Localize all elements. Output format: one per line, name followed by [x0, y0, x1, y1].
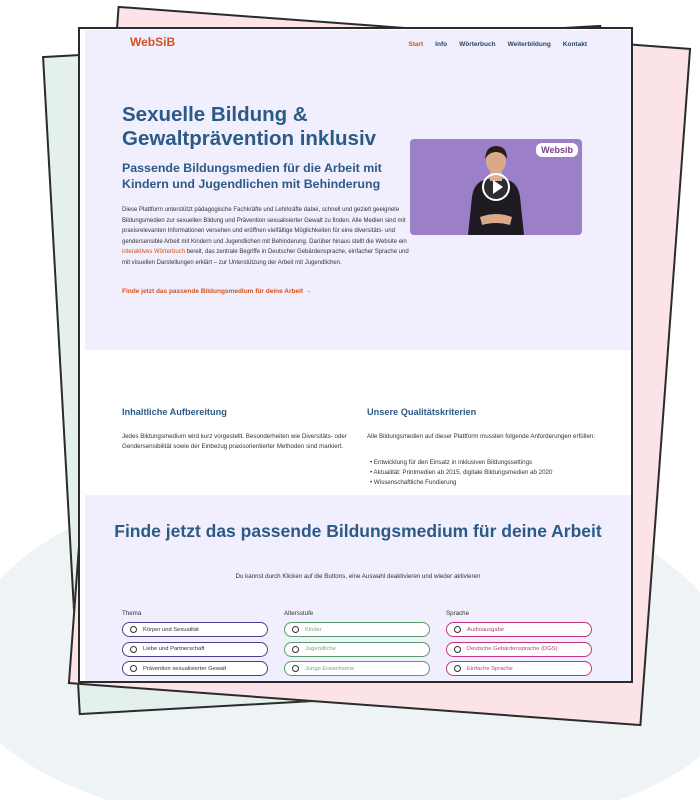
- finder-hint: Du kannst durch Klicken auf die Buttons, eine Auswahl deaktivieren und wieder aktivieren: [235, 573, 481, 580]
- finder-section: [85, 495, 631, 682]
- hero-cta-label: Finde jetzt das passende Bildungsmedium für deine Arbeit: [122, 288, 304, 295]
- filter-chip[interactable]: [284, 661, 430, 676]
- site-logo[interactable]: WebSiB: [130, 35, 176, 49]
- hero-description: [122, 205, 415, 269]
- hero-cta-link[interactable]: [122, 288, 311, 295]
- nav-item-weiterbildung[interactable]: Weiterbildung: [507, 41, 551, 48]
- radio-icon: [292, 665, 299, 672]
- dictionary-link[interactable]: interaktives Wörterbuch: [122, 249, 186, 256]
- arrow-right-icon: →: [304, 288, 312, 295]
- radio-icon: [130, 646, 137, 653]
- filter-label: Thema: [122, 610, 142, 617]
- list-item: • Entwicklung für den Einsatz in inklusiven Bildungssettings: [370, 458, 610, 468]
- filter-chip-label: Liebe und Partnerschaft: [143, 646, 205, 652]
- content-text: Jedes Bildungsmedium wird kurz vorgestellt. Besonderheiten wie Diversitäts- oder Gendersensibilität sowie der Einbezug praxisorientierter Methoden sind markiert.: [122, 433, 347, 450]
- criteria-heading: Unsere Qualitätskriterien: [367, 407, 477, 417]
- criteria-intro: Alle Bildungsmedien auf dieser Plattform mussten folgende Anforderungen erfüllen:: [367, 433, 596, 440]
- nav-item-info[interactable]: Info: [435, 41, 448, 48]
- filter-chip[interactable]: [284, 642, 430, 657]
- website-page: [85, 30, 631, 682]
- radio-icon: [292, 646, 299, 653]
- filter-chip-label: Einfache Sprache: [467, 665, 513, 672]
- radio-icon: [454, 665, 461, 672]
- list-item: • Wissenschaftliche Fundierung: [370, 478, 610, 488]
- nav-item-kontakt[interactable]: Kontakt: [562, 41, 587, 48]
- hero-title: Sexuelle Bildung & Gewaltprävention inklusiv: [122, 103, 377, 150]
- filter-column-altersstufe: [284, 610, 430, 681]
- filter-chip[interactable]: [446, 661, 592, 676]
- filter-chip-label: Prävention sexualisierter Gewalt: [143, 665, 227, 672]
- intro-video[interactable]: [410, 139, 582, 235]
- radio-icon: [130, 626, 137, 633]
- filter-chip-label: Deutsche Gebärdensprache (DGS): [467, 646, 558, 652]
- radio-icon: [454, 626, 461, 633]
- radio-icon: [454, 646, 461, 653]
- nav-item-woerterbuch[interactable]: Wörterbuch: [459, 41, 496, 48]
- radio-icon: [130, 665, 137, 672]
- list-item: • Aktualität: Printmedien ab 2015, digitale Bildungsmedien ab 2020: [370, 468, 610, 478]
- video-badge: Websib: [536, 143, 578, 157]
- hero-subtitle: Passende Bildungsmedien für die Arbeit mit Kindern und Jugendlichen mit Behinderung: [122, 161, 382, 191]
- criteria-list: [370, 458, 610, 489]
- filter-label: Altersstufe: [284, 610, 314, 617]
- website-screenshot: [78, 27, 633, 683]
- filter-label: Sprache: [446, 610, 470, 617]
- filter-chip[interactable]: [284, 622, 430, 637]
- hero-section: [85, 30, 631, 350]
- filter-chip[interactable]: [446, 642, 592, 657]
- filter-chip[interactable]: [122, 661, 268, 676]
- filter-chip[interactable]: [122, 642, 268, 657]
- play-icon[interactable]: [482, 173, 510, 201]
- filter-chip[interactable]: [122, 622, 268, 637]
- filter-chip-label: Kinder: [305, 626, 322, 633]
- filter-column-sprache: [446, 610, 592, 681]
- filter-chip-label: Körper und Sexualität: [143, 626, 199, 633]
- hero-description-end: bereit, das zentrale Begriffe in Deutscher Gebärdensprache, einfacher Sprache und mit visuellen Darstellungen erklärt – zur Unterstützung der Arbeit mit Jugendlichen.: [122, 249, 409, 266]
- main-nav: [408, 41, 587, 48]
- filter-column-thema: [122, 610, 268, 681]
- radio-icon: [292, 626, 299, 633]
- filter-chip-label: Audioausgabe: [467, 626, 505, 633]
- info-section: [85, 350, 631, 495]
- nav-item-start[interactable]: Start: [408, 41, 424, 48]
- filter-chip[interactable]: [446, 622, 592, 637]
- finder-title: Finde jetzt das passende Bildungsmedium für deine Arbeit: [114, 521, 602, 541]
- filter-chip-label: Jugendliche: [305, 646, 336, 652]
- filter-chip-label: Junge Erwachsene: [305, 665, 355, 672]
- content-heading: Inhaltliche Aufbereitung: [122, 407, 227, 417]
- hero-description-start: Diese Plattform unterstützt pädagogische Fachkräfte und Lehrkräfte dabei, schnell und gezielt geeignete Bildungsmedien zur sexuellen Bildung und Prävention sexualisierter Gewalt zu finden. Alle Medien sind mit praxisrelevanten Informationen versehen und eröffnen vielfältige Möglichkeiten für eine diversitäts- und gendersensible Arbeit mit Kindern und Jugendlichen mit Behinderung. Darüber hinaus stellt die Website ein: [122, 207, 407, 245]
